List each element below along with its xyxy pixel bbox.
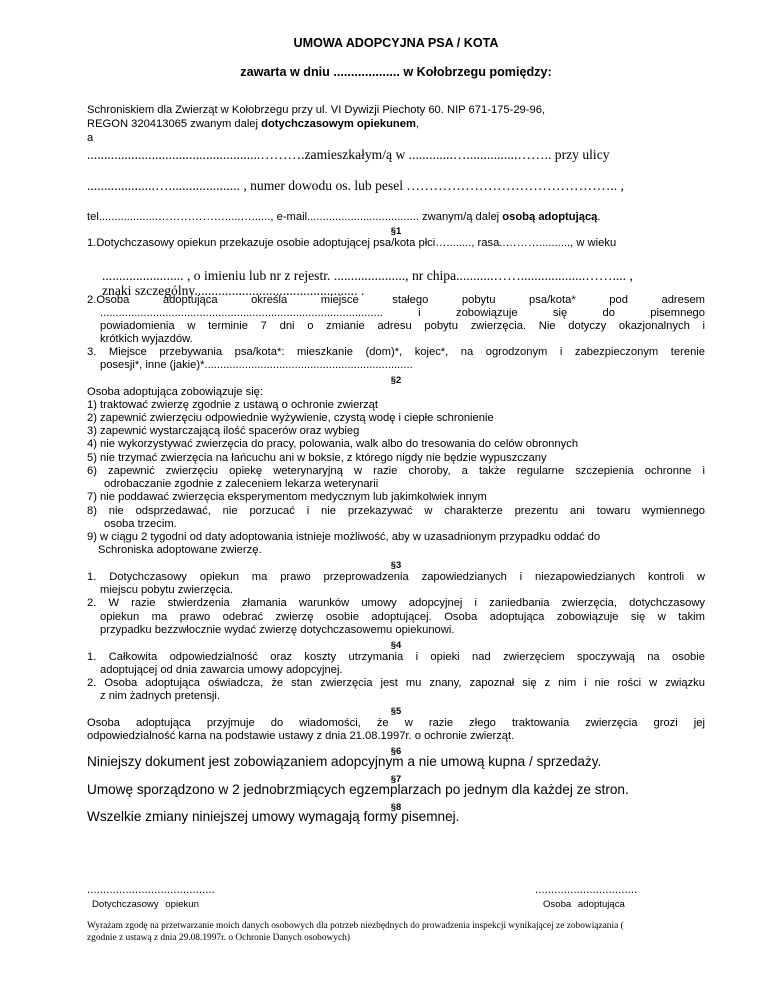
consent-footer-line2: zgodnie z ustawą z dnia 29.08.1997r. o Ochronie Danych osobowych)	[87, 933, 350, 943]
s4-p2-b: z nim żadnych pretensji.	[100, 690, 221, 702]
s4-p1-a: 1. Całkowita odpowiedzialność oraz koszty utrzymania i opieki nad zwierzęciem spoczywają na osobie	[87, 651, 705, 663]
consent-footer-line1: Wyrażam zgodę na przetwarzanie moich danych osobowych dla potrzeb niezbędnych do prowadzenia inspekcji wynikającej ze zobowiązania (	[87, 921, 624, 931]
s1-p1-cont-b: znaki szczególny................................................ .	[102, 283, 365, 298]
s4-p2-a: 2. Osoba adoptująca oświadcza, że stan zwierzęcia jest mu znany, zapoznał się z nim i nie rości w związku	[87, 677, 705, 689]
party2-role: osobą adoptującą	[502, 211, 598, 223]
s1-p2-d: krótkich wyjazdów.	[100, 333, 193, 345]
section-5-heading: §5	[390, 705, 402, 716]
party1-role: dotychczasowym opiekunem	[261, 118, 416, 130]
signature-line-right: ................................	[535, 884, 638, 896]
document-title: UMOWA ADOPCYJNA PSA / KOTA	[293, 36, 499, 50]
s3-p1-b: miejscu pobytu zwierzęcia.	[100, 584, 234, 596]
s2-item-9a: 9) w ciągu 2 tygodni od daty adoptowania istnieje możliwość, aby w uzasadnionym przypadku oddać do	[87, 531, 601, 543]
party1-line3: a	[87, 132, 94, 144]
s3-p2-b: opiekun ma prawo odebrać zwierzę osobie adoptującej. Osoba adoptująca zobowiązuje się w takim	[100, 611, 705, 623]
s3-p2-a: 2. W razie stwierdzenia złamania warunków umowy adopcyjnej i zaniedbania zwierzęcia, dotychczasowy	[87, 597, 705, 609]
s1-p2-c: powiadomienia w terminie 7 dni o zmianie adresu pobytu zwierzęcia. Nie dotyczy okazjonalnych i	[100, 320, 705, 332]
s2-intro: Osoba adoptująca zobowiązuje się:	[87, 386, 264, 398]
s5-p-b: odpowiedzialność karna na podstawie ustawy z dnia 21.08.1997r. o ochronie zwierząt.	[87, 730, 515, 742]
s2-item-9b: Schroniska adoptowane zwierzę.	[98, 544, 262, 556]
party1-line2: REGON 320413065 zwanym dalej dotychczasowym opiekunem,	[87, 118, 420, 130]
signature-line-left: ........................................	[87, 884, 215, 896]
signature-label-left: Dotychczasowy opiekun	[92, 899, 199, 910]
s2-item-6a: 6) zapewnić zwierzęciu opiekę weterynaryjną w razie choroby, a także regularne szczepienia ochronne i	[87, 465, 705, 477]
s2-item-6b: odrobaczanie zgodnie z zaleceniem lekarza weterynarii	[104, 478, 379, 490]
section-7-heading: §7	[390, 773, 402, 784]
s6-text: Niniejszy dokument jest zobowiązaniem adopcyjnym a nie umową kupna / sprzedaży.	[87, 754, 602, 769]
section-8-heading: §8	[390, 801, 402, 812]
s1-p3-b: posesji*, inne (jakie)*...................................................................	[100, 359, 413, 371]
s2-item-8b: osoba trzecim.	[104, 518, 177, 530]
s1-p2-b: ........................................................................................... i zobowiązuje się do pisemnego	[100, 307, 705, 319]
s2-item: 4) nie wykorzystywać zwierzęcia do pracy, polowania, walk albo do tresowania do celów obronnych	[87, 438, 579, 450]
section-4-heading: §4	[390, 639, 402, 650]
party2-address-line: ...................................................……….zamieszkałym/ą w .............…...............…….. przy ulicy	[87, 147, 610, 162]
s2-item: 2) zapewnić zwierzęciu odpowiednie wyżywienie, czystą wodę i ciepłe schronienie	[87, 412, 494, 424]
s2-item-8a: 8) nie odsprzedawać, nie porzucać i nie przekazywać w charakterze prezentu ani towaru wymiennego	[87, 505, 705, 517]
s1-p3-a: 3. Miejsce przebywania psa/kota*: mieszkanie (dom)*, kojec*, na ogrodzonym i zabezpieczonym terenie	[87, 346, 705, 358]
party2-id-line: ....................…..................... , numer dowodu os. lub pesel ……………………………………….. ,	[87, 178, 624, 193]
signature-label-right: Osoba adoptująca	[543, 899, 625, 910]
s7-text: Umowę sporządzono w 2 jednobrzmiących egzemplarzach po jednym dla każdej ze stron.	[87, 782, 629, 797]
s1-p1: 1.Dotychczasowy opiekun przekazuje osobie adoptującej psa/kota płci…........, rasa..……….........., w wieku	[87, 237, 617, 249]
s3-p2-c: przypadku bezzwłocznie wydać zwierzę dotychczasowemu opiekunowi.	[100, 624, 455, 636]
s1-p1-cont-a: ........................ , o imieniu lub nr z rejestr. ....................., nr chipa...........……...................…….... ,	[102, 268, 633, 283]
section-6-heading: §6	[390, 745, 402, 756]
s2-item: 5) nie trzymać zwierzęcia na łańcuchu ani w boksie, z którego nigdy nie będzie wypuszczany	[87, 452, 547, 464]
document-subtitle: zawarta w dniu ................... w Kołobrzegu pomiędzy:	[240, 65, 552, 79]
s3-p1-a: 1. Dotychczasowy opiekun ma prawo przeprowadzenia zapowiedzianych i niezapowiedzianych kontroli w	[87, 571, 705, 583]
s2-item: 3) zapewnić wystarczającą ilość spacerów oraz wybieg	[87, 425, 360, 437]
s4-p1-b: adoptującej od dnia zawarcia umowy adopcyjnej.	[100, 664, 343, 676]
section-1-heading: §1	[390, 225, 402, 236]
s5-p-a: Osoba adoptująca przyjmuje do wiadomości, że w razie złego traktowania zwierzęcia grozi jej	[87, 717, 705, 729]
s2-item: 1) traktować zwierzę zgodnie z ustawą o ochronie zwierząt	[87, 399, 379, 411]
party2-contact-line: tel...................……………….....…......, e-mail.................................... zwanym/ą dalej osobą adoptującą.	[87, 211, 601, 223]
s2-item-7: 7) nie poddawać zwierzęcia eksperymentom medycznym lub jakimkolwiek innym	[87, 491, 487, 503]
section-2-heading: §2	[390, 374, 402, 385]
s8-text: Wszelkie zmiany niniejszej umowy wymagają formy pisemnej.	[87, 809, 460, 824]
party1-line1: Schroniskiem dla Zwierząt w Kołobrzegu przy ul. VI Dywizji Piechoty 60. NIP 671-175-29-96,	[87, 104, 546, 116]
s1-p2-a: 2.Osoba adoptująca określa miejsce stałego pobytu psa/kota* pod adresem	[87, 294, 705, 306]
section-3-heading: §3	[390, 559, 402, 570]
